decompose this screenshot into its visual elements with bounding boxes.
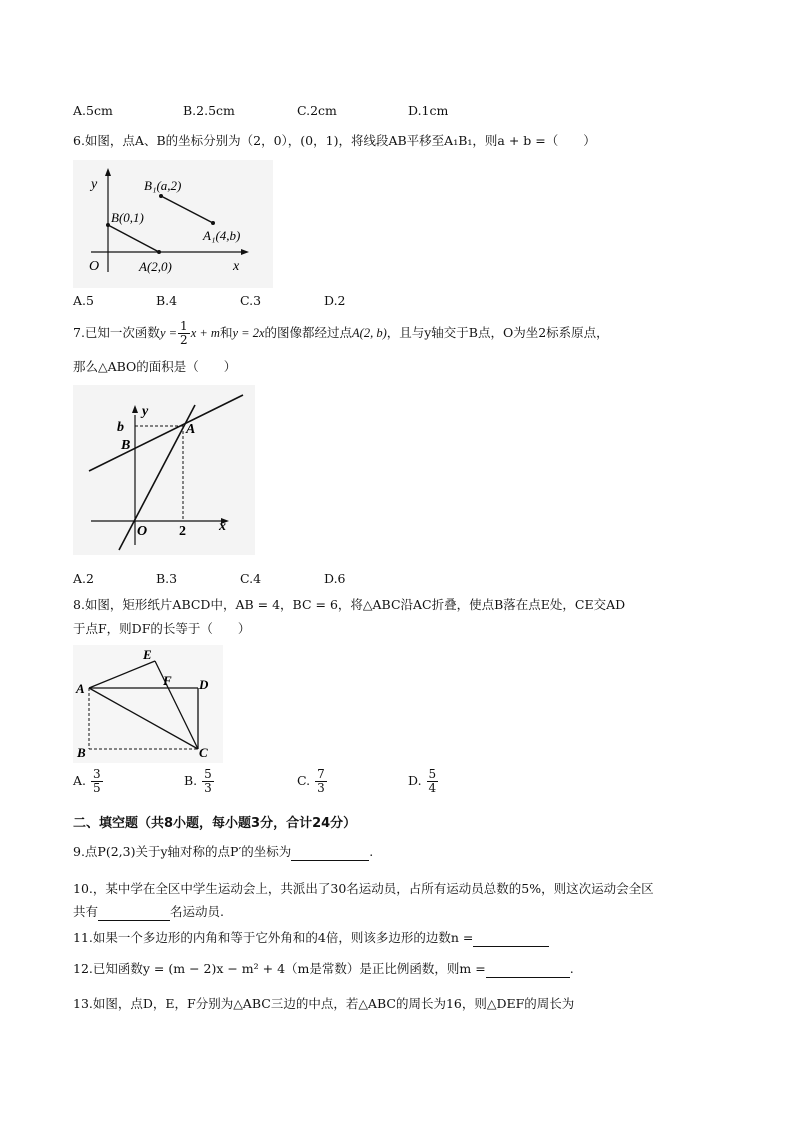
q8-option-c-num: 7 [317, 767, 325, 781]
q7-option-d: D.6 [324, 571, 346, 586]
q8-point-a-label: A [76, 681, 85, 696]
q8-option-a-den: 5 [93, 781, 101, 795]
q6-y-label: y [91, 177, 98, 192]
q7-frac-den: 2 [180, 333, 188, 347]
q6-x-label: x [233, 259, 240, 274]
q9-question [73, 843, 373, 861]
q7-text-b: 和 [219, 325, 233, 340]
q7-text-a: 7.已知一次函数 [73, 325, 160, 340]
q6-option-a: A.5 [73, 293, 94, 308]
q11-answer-blank[interactable] [473, 934, 549, 947]
q8-option-b-den: 3 [204, 781, 212, 795]
q8-option-c-label: C. [297, 773, 311, 788]
q8-option-d-den: 4 [428, 781, 437, 795]
q7-figure [73, 385, 255, 555]
q8-option-d-num: 5 [428, 767, 437, 781]
q8-option-d-fraction [427, 768, 439, 795]
q7-frac-num: 1 [180, 319, 188, 333]
q8-point-d-label: D [199, 677, 209, 692]
q5-option-d: D.1cm [408, 103, 449, 118]
q7-point-a: A(2, b) [352, 326, 387, 340]
q8-option-b-label: B. [184, 773, 198, 788]
q6-option-b: B.4 [156, 293, 178, 308]
q7-point-a-label: A [186, 422, 196, 437]
q8-option-d-label: D. [408, 773, 422, 788]
q8-option-c [297, 768, 328, 795]
q5-option-b: B.2.5cm [183, 103, 235, 118]
q10-question-line1: 10.，某中学在全区中学生运动会上，共派出了30名运动员，占所有运动员总数的5%，则这次运动会全区 [73, 881, 654, 896]
q7-point-b-label: B [121, 438, 131, 453]
q11-text: 11.如果一个多边形的内角和等于它外角和的4倍，则该多边形的边数n = [73, 930, 474, 945]
q8-option-a [73, 768, 104, 795]
q8-figure [73, 645, 223, 763]
q7-origin-label: O [137, 524, 148, 539]
q6-figure [73, 160, 273, 288]
q7-option-a: A.2 [73, 571, 94, 586]
q6-option-d: D.2 [324, 293, 346, 308]
q8-option-a-fraction [91, 768, 103, 795]
q6-point-a-label: A(2,0) [139, 259, 172, 274]
q12-question [73, 960, 574, 978]
q8-option-c-den: 3 [317, 781, 325, 795]
q7-option-b: B.3 [156, 571, 178, 586]
section-fill-in-title: 二、填空题（共8小题，每小题3分，合计24分） [73, 816, 357, 831]
q7-b-label: b [117, 420, 124, 435]
q6-point-b1-label: B₁(a,2) [144, 178, 182, 193]
q9-end: . [369, 844, 374, 859]
q10-question-line2 [73, 903, 224, 921]
q7-eq1-y: y = [159, 326, 178, 340]
q8-option-b-fraction [202, 768, 214, 795]
q8-point-c-label: C [199, 745, 208, 760]
q6-question: 6.如图，点A、B的坐标分别为（2，0），(0，1)，将线段AB平移至A₁B₁，则a + b =（ ） [73, 133, 596, 148]
q10-answer-blank[interactable] [98, 908, 170, 921]
q12-answer-blank[interactable] [486, 965, 570, 978]
q6-option-c: C.3 [240, 293, 262, 308]
q7-option-c: C.4 [240, 571, 262, 586]
q13-question: 13.如图，点D，E，F分别为△ABC三边的中点，若△ABC的周长为16，则△DEF的周长为 [73, 996, 575, 1011]
q8-option-d [408, 768, 439, 795]
q8-option-a-label: A. [73, 773, 87, 788]
q10-text-b: 名运动员. [170, 904, 224, 919]
q5-option-a: A.5cm [73, 103, 113, 118]
q8-question-line1: 8.如图，矩形纸片ABCD中，AB = 4，BC = 6，将△ABC沿AC折叠，使点B落在点E处，CE交AD [73, 597, 626, 612]
q8-question-line2: 于点F，则DF的长等于（ ） [73, 621, 251, 636]
q7-two-label: 2 [179, 524, 186, 539]
q9-answer-blank[interactable] [291, 848, 369, 861]
q12-text: 12.已知函数y = (m − 2)x − m² + 4（m是常数）是正比例函数，则m = [73, 961, 486, 976]
q6-origin-label: O [89, 259, 100, 274]
q5-option-c: C.2cm [297, 103, 337, 118]
q7-text-d: ，且与y轴交于B点，O为坐2标系原点， [386, 325, 609, 340]
q7-text-c: 的图像都经过点 [264, 325, 353, 340]
q12-end: . [569, 961, 574, 976]
q8-point-b-label: B [77, 745, 86, 760]
q6-point-b-label: B(0,1) [111, 210, 144, 225]
q8-option-b [184, 768, 215, 795]
q8-option-a-num: 3 [93, 767, 101, 781]
q7-question-line2: 那么△ABO的面积是（ ） [73, 359, 237, 374]
q7-eq1-rest: x + m [190, 326, 220, 340]
q11-question [73, 929, 549, 947]
q8-point-f-label: F [163, 673, 172, 688]
q8-option-c-fraction [315, 768, 327, 795]
q7-question-line1 [73, 318, 609, 348]
q7-x-label: x [219, 519, 226, 534]
q8-point-e-label: E [143, 647, 152, 662]
q7-fraction [178, 320, 190, 347]
q7-eq2: y = 2x [232, 326, 265, 340]
q10-text-a: 共有 [73, 904, 99, 919]
q8-option-b-num: 5 [204, 767, 212, 781]
q7-y-label: y [142, 404, 149, 419]
q6-point-a1-label: A₁(4,b) [203, 228, 241, 243]
q9-text: 9.点P(2,3)关于y轴对称的点P′的坐标为 [73, 844, 292, 859]
